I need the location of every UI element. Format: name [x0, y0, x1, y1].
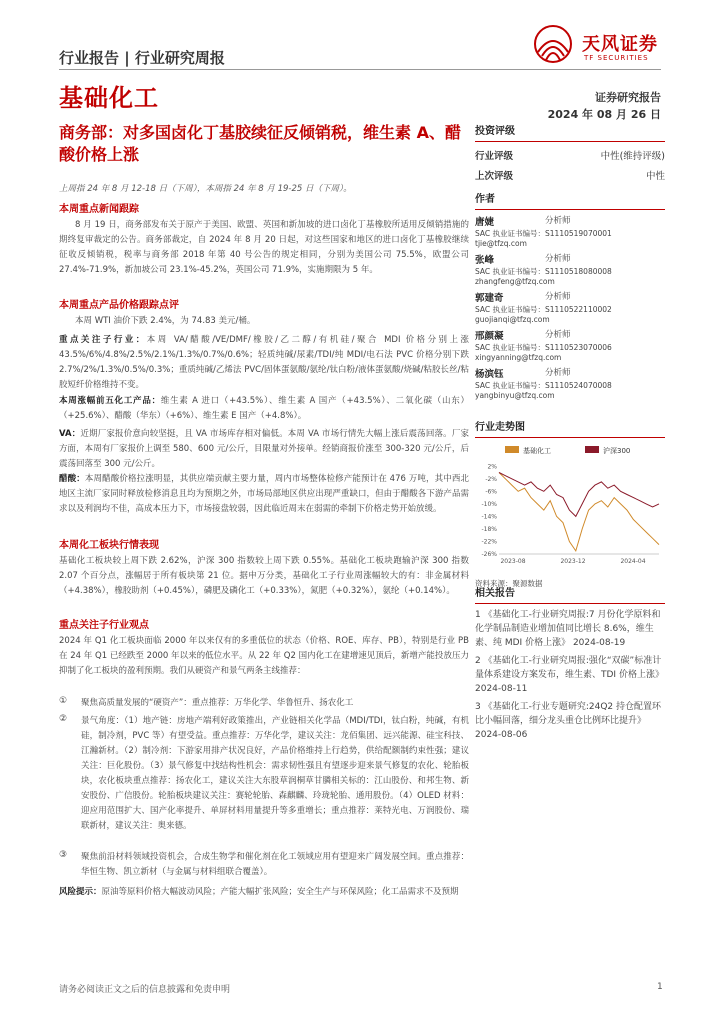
bullet-frontier: 聚焦前沿材料领域投资机会，合成生物学和催化剂在化工领域应用有望迎来广阔发展空间。重点推荐：华恒生物、凯立新材（与金属与材料组联合覆盖）。 [81, 852, 469, 877]
related-report-date: 2024-08-06 [475, 730, 528, 740]
logo-icon [530, 22, 576, 66]
related-report-number: 2 [475, 656, 484, 666]
legend-swatch [505, 446, 519, 453]
related-report-item[interactable] [475, 700, 665, 742]
rating-box [475, 122, 665, 182]
y-tick-label: -6% [485, 488, 497, 496]
price-paragraph-va [59, 427, 469, 472]
author-sac: SAC 执业证书编号：S1110519070001 [475, 229, 612, 238]
legend-label: 沪深300 [603, 447, 631, 455]
chart-source: 资料来源：聚源数据 [475, 579, 543, 588]
author-entry [475, 328, 665, 362]
section-news: 本周重点新闻跟踪 [59, 204, 139, 215]
author-name: 郭建奇 [475, 293, 504, 304]
legend-label: 基础化工 [523, 447, 551, 455]
x-tick-label: 2023-08 [500, 558, 526, 565]
footer-disclaimer: 请务必阅读正文之后的信息披露和免责申明 [59, 985, 231, 995]
author-header [475, 366, 665, 380]
author-header [475, 252, 665, 266]
rating-industry-value: 中性(维持评级) [600, 151, 665, 162]
y-tick-label: -18% [481, 525, 497, 533]
author-sac: SAC 执业证书编号：S1110522110002 [475, 305, 612, 314]
price-acetic-text: 本周醋酸价格拉涨明显，其供应端贡献主要力量，周内市场整体检修产能预计在 476 万吨，其中西北地区主流厂家同时释放检修消息且均为预期之外，市场局部地区供应出现严重缺口，但由于醋酸各下游产品需求以及利润均不佳，高成本压力下，市场接盘较弱，因此临近周末在弱需的牵制下价格走势开始放缓。 [59, 474, 469, 514]
author-entry [475, 214, 665, 248]
week-note: 上周指 24 年 8 月 12-18 日（下周），本周指 24 年 8 月 19-25 日（下周）。 [59, 184, 352, 194]
author-email[interactable]: zhangfeng@tfzq.com [475, 277, 555, 286]
author-role: 分析师 [545, 254, 571, 264]
page-number: 1 [657, 982, 663, 992]
price-paragraph-acetic [59, 472, 469, 517]
section-price: 本周重点产品价格跟踪点评 [59, 300, 179, 311]
price-va-text: 近期厂家报价意向较坚挺，且 VA 市场库存相对偏低。本周 VA 市场行情先大幅上涨后震荡回落。厂家方面，本周有厂家报价上调至 580、600 元/公斤，目限量对外接单。经销商报价涨至 300-320 元/公斤，后震荡回落至 300 元/公斤。 [59, 429, 469, 469]
related-box [475, 584, 665, 742]
related-list [475, 608, 665, 742]
author-role: 分析师 [545, 330, 571, 340]
focus-paragraph: 2024 年 Q1 化工板块面临 2000 年以来仅有的多重低位的状态（价格、ROE、库存、PB），特别是行业 PB 在 24 年 Q1 已经跌至 2000 年以来的低位水平。从 22 年 Q2 国内化工在建增速见顶后，新增产能投放压力抑制了化工板块的盈利预期。我们从硬资产和景气两条主线推荐： [59, 636, 469, 676]
risk-text: 原油等原料价格大幅波动风险；产能大幅扩张风险；安全生产与环保风险；化工品需求不及预期 [101, 887, 459, 897]
price-top5-text: 维生素 A 进口（+43.5%）、维生素 A 国产（+43.5%）、二氧化碳（山东）（+25.6%）、醋酸（华东）（+6%）、维生素 E 国产（+4.8%）。 [59, 396, 469, 421]
section-focus: 重点关注子行业观点 [59, 620, 149, 631]
trend-title: 行业走势图 [475, 422, 525, 433]
trend-chart [475, 442, 665, 572]
author-role: 分析师 [545, 292, 571, 302]
related-report-title[interactable]: 《基础化工-行业专题研究:24Q2 持仓配置环比小幅回落，细分龙头重仓比例环比提升》 [475, 702, 661, 726]
related-report-title[interactable]: 《基础化工-行业研究周报:强化“双碳”标准计量体系建设方案发布，维生素、TDI 价格上涨》 [475, 656, 664, 680]
author-name: 邢颜凝 [475, 331, 504, 342]
price-va-lead: VA： [59, 429, 81, 439]
legend-swatch [585, 446, 599, 453]
trend-divider [475, 437, 665, 438]
rating-title: 投资评级 [475, 126, 515, 137]
logo-text-en: TF SECURITIES [584, 54, 649, 62]
rating-row-prev [475, 168, 665, 182]
related-report-date: 2024-08-11 [475, 684, 528, 694]
price-acetic-lead: 醋酸： [59, 474, 85, 484]
rating-industry-label: 行业评级 [475, 151, 514, 162]
sector-title: 基础化工 [59, 84, 159, 112]
y-tick-label: -14% [481, 513, 497, 521]
author-entry [475, 252, 665, 286]
price-paragraph-focus [59, 333, 469, 393]
related-report-date: 2024-08-19 [570, 638, 626, 648]
report-title: 商务部：对多国卤化丁基胶续征反倾销税，维生素 A、醋酸价格上涨 [59, 123, 461, 164]
author-divider [475, 209, 665, 210]
author-entry [475, 366, 665, 400]
author-name: 杨滨钰 [475, 369, 504, 380]
risk-paragraph [59, 885, 469, 900]
company-logo [530, 22, 670, 66]
author-sac: SAC 执业证书编号：S1110524070008 [475, 381, 612, 390]
y-tick-label: -10% [481, 500, 497, 508]
report-type: 行业报告 | 行业研究周报 [59, 49, 225, 67]
section-board: 本周化工板块行情表现 [59, 540, 159, 551]
x-tick-label: 2024-04 [620, 558, 646, 565]
price-paragraph-top5 [59, 394, 469, 424]
rating-prev-value: 中性 [645, 171, 665, 182]
rating-row-industry [475, 148, 665, 162]
price-focus-lead: 重点关注子行业： [59, 335, 147, 345]
author-sac: SAC 执业证书编号：S1110523070006 [475, 343, 612, 352]
author-email[interactable]: yangbinyu@tfzq.com [475, 391, 555, 400]
price-paragraph-oil: 本周 WTI 油价下跌 2.4%，为 74.83 美元/桶。 [75, 316, 256, 326]
related-report-title[interactable]: 《基础化工-行业研究周报:7 月份化学原料和化学制品制造业增加值同比增长 8.6%，维生素、纯 MDI 价格上涨》 [475, 610, 661, 648]
author-name: 唐婕 [475, 217, 495, 228]
related-report-item[interactable] [475, 608, 665, 650]
series-line-hs300 [499, 473, 659, 517]
author-title: 作者 [475, 194, 495, 205]
author-entry [475, 290, 665, 324]
y-tick-label: 2% [487, 463, 497, 471]
rating-prev-label: 上次评级 [475, 171, 514, 182]
news-paragraph: 8 月 19 日，商务部发布关于原产于美国、欧盟、英国和新加坡的进口卤化丁基橡胶所适用反倾销措施的期终复审裁定的公告。商务部裁定，自 2024 年 8 月 20 日起，对这些国家和地区的进口卤化丁基橡胶继续征收反倾销税，税率与商务部 2018 年第 40 号公告的规定相同，分别为美国公司 75.5%，欧盟公司 27.4%-71.9%，新加坡公司 23.1%-45.2%，英国公司 71.9%，实施期限为 5 年。 [59, 220, 469, 275]
header-divider [59, 69, 661, 70]
y-tick-label: -2% [485, 475, 497, 483]
related-report-number: 1 [475, 610, 484, 620]
author-box [475, 190, 665, 400]
trend-box [475, 418, 665, 589]
related-report-item[interactable] [475, 654, 665, 696]
author-role: 分析师 [545, 216, 571, 226]
author-header [475, 328, 665, 342]
y-tick-label: -22% [481, 538, 497, 546]
author-sac: SAC 执业证书编号：S1110518080008 [475, 267, 612, 276]
logo-text-cn: 天风证券 [582, 34, 658, 55]
related-divider [475, 603, 665, 604]
report-date: 2024 年 08 月 26 日 [547, 108, 661, 121]
author-email[interactable]: guojianqi@tfzq.com [475, 315, 550, 324]
related-report-number: 3 [475, 702, 484, 712]
price-top5-lead: 本周涨幅前五化工产品： [59, 396, 161, 406]
author-list [475, 214, 665, 400]
author-email[interactable]: tjie@tfzq.com [475, 239, 527, 248]
author-email[interactable]: xingyanning@tfzq.com [475, 353, 562, 362]
price-focus-text: 本周 VA/醋酸/VE/DMF/橡胶/乙二醇/有机硅/聚合 MDI 价格分别上涨 43.5%/6%/4.8%/2.5%/2.1%/1.3%/0.7%/0.6%；轻质纯碱/尿素/TDI/纯 MDI/电石法 PVC 价格分别下跌 2.7%/2%/1.3%/0.5%/0.3%；重质纯碱/乙烯法 PVC/固体蛋氨酸/氨纶/钛白粉/液体蛋氨酸/烧碱/粘胶长丝/粘胶短纤价格维持不变。 [59, 335, 469, 390]
author-role: 分析师 [545, 368, 571, 378]
author-header [475, 290, 665, 304]
bullet-hard-assets: 聚焦高质量发展的“硬资产”：重点推荐：万华化学、华鲁恒升、扬农化工 [81, 698, 354, 708]
risk-lead: 风险提示： [59, 887, 102, 897]
bullet-number-2: ② [59, 714, 68, 724]
rating-divider [475, 141, 665, 142]
related-title: 相关报告 [475, 588, 515, 599]
board-paragraph: 基础化工板块较上周下跌 2.62%，沪深 300 指数较上周下跌 0.55%。基础化工板块跑输沪深 300 指数 2.07 个百分点，涨幅居于所有板块第 21 位。据申万分类，基础化工子行业周涨幅较大的有：非金属材料（+4.38%），橡胶助剂（+0.45%），磷肥及磷化工（+0.33%），氮肥（+0.32%），氨纶（+0.14%）。 [59, 556, 469, 596]
bullet-number-3: ③ [59, 850, 68, 860]
report-kind: 证券研究报告 [595, 91, 661, 104]
author-name: 张峰 [475, 255, 495, 266]
bullet-number-1: ① [59, 696, 68, 706]
x-tick-label: 2023-12 [560, 558, 586, 565]
author-header [475, 214, 665, 228]
bullet-prosperity: 景气角度：（1）地产链：房地产端利好政策推出，产业链相关化学品（MDI/TDI，钛白粉，纯碱，有机硅，制冷剂，PVC 等）有望受益。重点推荐：万华化学，建议关注：龙佰集团、远兴能源、硅宝科技、江瀚新材。（2）制冷剂：下游家用排产状况良好，产品价格维持上行趋势，供给配额制约束性强；建议关注：巨化股份。（3）景气修复中找结构性机会：需求韧性强且有望逐步迎来景气修复的农化、轮胎板块，农化板块重点推荐：扬农化工，建议关注大东股草润桐草甘膦相关标的：江山股份、和邦生物、新安股份、广信股份。轮胎板块建议关注：赛轮轮胎、森麒麟、玲珑轮胎、通用股份。（4）OLED 材料：迎应用范围扩大、国产化率提升、单屏材料用量提升等多重增长；重点推荐：莱特光电、万润股份、瑞联新材，建议关注：奥来德。 [81, 716, 469, 831]
y-tick-label: -26% [481, 551, 497, 558]
